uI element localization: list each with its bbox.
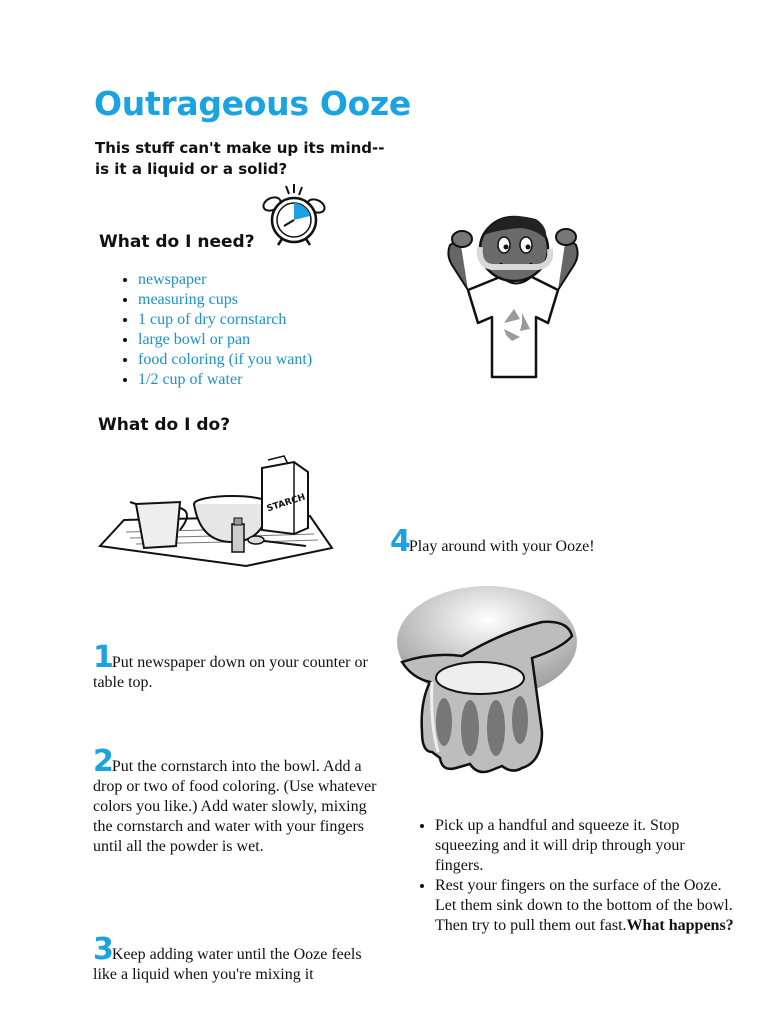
step-text: Keep adding water until the Ooze feels like a liquid when you're mixing it xyxy=(93,946,362,983)
step-2 xyxy=(93,744,383,857)
tips-list xyxy=(395,816,735,936)
child-illustration xyxy=(440,205,590,383)
materials-list xyxy=(98,270,312,390)
alarm-clock-icon xyxy=(256,184,326,246)
ooze-hand-illustration xyxy=(392,582,582,782)
list-item: • food coloring (if you want) xyxy=(138,350,312,370)
subtitle xyxy=(95,138,415,180)
tip-bold-question: What happens? xyxy=(626,917,734,934)
list-item: • large bowl or pan xyxy=(138,330,312,350)
step-3 xyxy=(93,932,383,985)
step-1 xyxy=(93,640,383,693)
do-heading: What do I do? xyxy=(98,415,231,435)
tip-text: Rest your fingers on the surface of the Ooze. Let them sink down to the bottom of the bowl. Then try to pull them out fast. xyxy=(435,877,733,934)
list-item: • measuring cups xyxy=(138,290,312,310)
subtitle-line-2: is it a liquid or a solid? xyxy=(95,160,288,178)
list-item: • newspaper xyxy=(138,270,312,290)
step-number: 1 xyxy=(93,640,112,675)
tip-text: Pick up a handful and squeeze it. Stop squeezing and it will drip through your fingers. xyxy=(435,817,685,874)
step-number: 3 xyxy=(93,932,112,967)
need-heading: What do I need? xyxy=(99,232,255,252)
step-4 xyxy=(390,524,730,559)
step-number: 2 xyxy=(93,744,112,779)
step-number: 4 xyxy=(390,524,409,559)
list-item: • 1 cup of dry cornstarch xyxy=(138,310,312,330)
step-text: Put newspaper down on your counter or table top. xyxy=(93,654,368,691)
page-title: Outrageous Ooze xyxy=(94,84,411,123)
list-item: • 1/2 cup of water xyxy=(138,370,312,390)
supplies-illustration xyxy=(96,454,336,574)
list-item xyxy=(435,816,735,876)
subtitle-line-1: This stuff can't make up its mind-- xyxy=(95,139,385,157)
step-text: Play around with your Ooze! xyxy=(408,538,595,555)
list-item xyxy=(435,876,735,936)
starch-box-label: STARCH xyxy=(265,492,307,515)
step-text: Put the cornstarch into the bowl. Add a drop or two of food coloring. (Use whatever colors you like.) Add water slowly, mixing the cornstarch and water with your fingers until all the powder is wet. xyxy=(93,758,377,855)
